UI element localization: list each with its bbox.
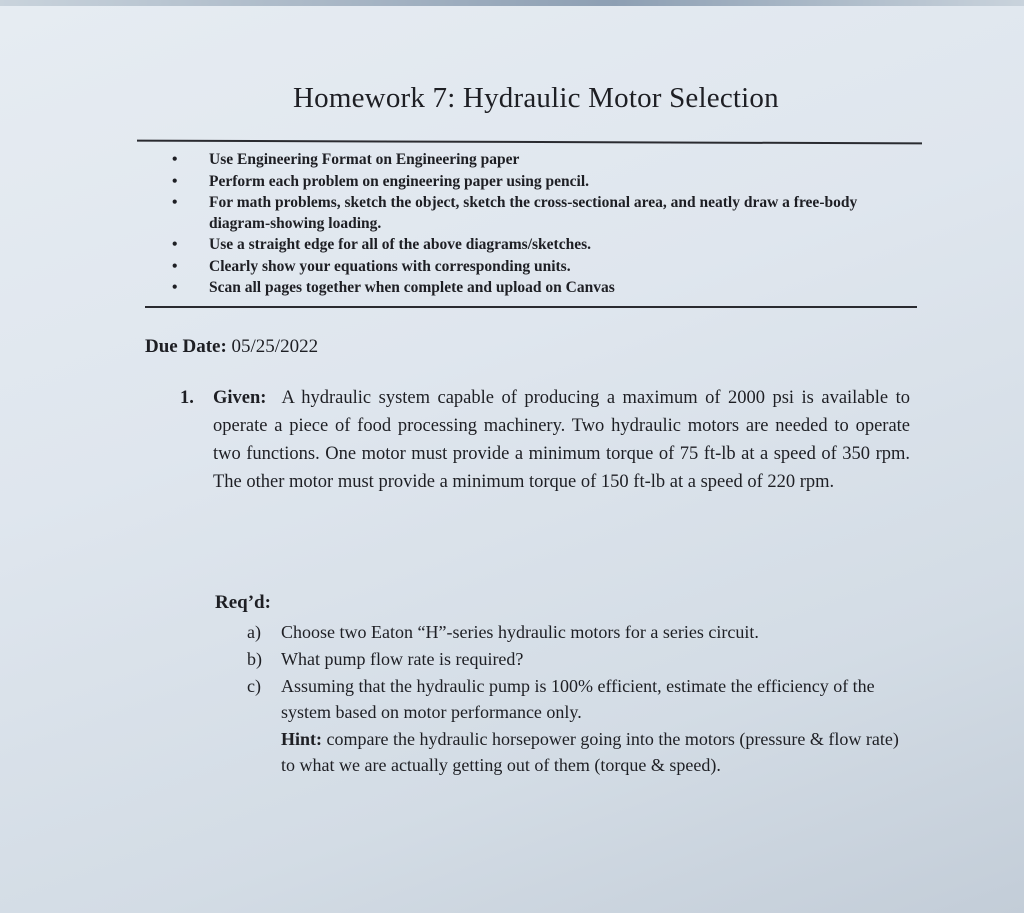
- reqd-item: [247, 646, 907, 672]
- reqd-label: Req’d:: [215, 592, 271, 613]
- instruction-item: • Scan all pages together when complete and upload on Canvas: [172, 278, 892, 299]
- given-text: A hydraulic system capable of producing a maximum of 2000 psi is available to operate a piece of food processing machinery. Two hydraulic motors are needed to operate two functions. One motor must provide a minimum torque of 75 ft-lb at a speed of 350 rpm. The other motor must provide a minimum torque of 150 ft-lb at a speed of 220 rpm.: [213, 388, 910, 492]
- divider-bottom: [145, 306, 917, 308]
- item-text: What pump flow rate is required?: [281, 649, 524, 669]
- instruction-item: • Clearly show your equations with corresponding units.: [172, 257, 892, 278]
- due-date-value: 05/25/2022: [231, 336, 319, 357]
- page-edge: [0, 0, 1024, 6]
- given-label: Given:: [213, 388, 267, 408]
- item-text: Choose two Eaton “H”-series hydraulic motors for a series circuit.: [281, 622, 759, 642]
- item-text: Assuming that the hydraulic pump is 100% efficient, estimate the efficiency of the system based on motor performance only.: [281, 676, 875, 722]
- due-date-label: Due Date:: [145, 336, 227, 357]
- item-label: a): [247, 622, 261, 642]
- item-label: b): [247, 649, 262, 669]
- hint-label: Hint:: [281, 729, 323, 749]
- due-date: [145, 336, 318, 358]
- instruction-item: • Perform each problem on engineering paper using pencil.: [172, 172, 892, 193]
- page-title: Homework 7: Hydraulic Motor Selection: [293, 82, 779, 114]
- reqd-item: [247, 673, 907, 725]
- instruction-item: • Use a straight edge for all of the above diagrams/sketches.: [172, 235, 892, 256]
- divider-top: [137, 140, 922, 145]
- instructions-list: [172, 150, 892, 299]
- instruction-item: • Use Engineering Format on Engineering paper: [172, 150, 892, 171]
- hint-text: compare the hydraulic horsepower going into the motors (pressure & flow rate) to what we are actually getting out of them (torque & speed).: [281, 729, 899, 775]
- problem-1: [180, 384, 910, 496]
- problem-number: 1.: [180, 388, 194, 408]
- hint: [247, 726, 907, 778]
- reqd-list: [247, 619, 907, 779]
- instruction-item: • For math problems, sketch the object, sketch the cross-sectional area, and neatly draw a free-body diagram-showing loading.: [172, 193, 892, 234]
- reqd-item: [247, 619, 907, 645]
- item-label: c): [247, 676, 261, 696]
